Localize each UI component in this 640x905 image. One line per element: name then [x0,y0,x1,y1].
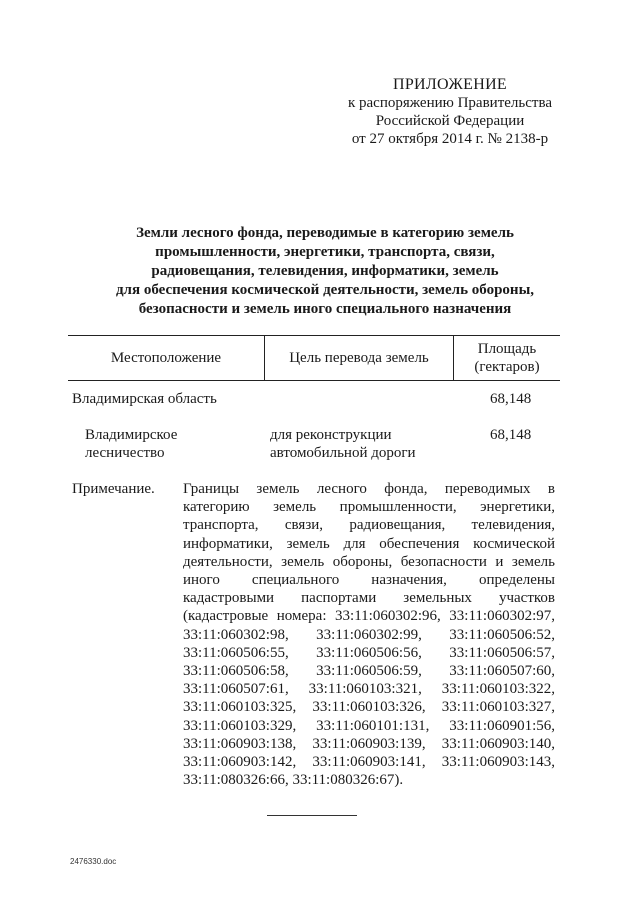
forestry-area: 68,148 [490,427,532,443]
title-line-5: безопасности и земель иного специального назначения [138,301,512,317]
appendix-line-2: Российской Федерации [375,113,525,129]
document-title [60,224,590,319]
forestry-purpose [270,426,460,462]
note-text: Границы земель лесного фонда, переводимых в категорию земель промышленности, энергетики, транспорта, связи, радиовещания, телевидения, информатики, земель для обеспечения космической деятельности, земель обороны, безопасности и земель иного специального назначения, определены кадастровыми паспортами земельных участков (кадастровые номера: 33:11:060302:96, 33:11:060302:97, 33:11:060302:98, 33:11:060302:99, 33:11:060506:52, 33:11:060506:55, 33:11:060506:56, 33:11:060506:57, 33:11:060506:58, 33:11:060506:59, 33:11:060507:60, 33:11:060507:61, 33:11:060103:321, 33:11:060103:322, 33:11:060103:325, 33:11:060103:326, 33:11:060103:327, 33:11:060103:329, 33:11:060101:131, 33:11:060901:56, 33:11:060903:138, 33:11:060903:139, 33:11:060903:140, 33:11:060903:142, 33:11:060903:141, 33:11:060903:143, 33:11:080326:66, 33:11:080326:67). [183,481,555,789]
column-header-area [454,336,560,380]
region-name: Владимирская область [72,391,217,407]
appendix-line-1: к распоряжению Правительства [347,95,552,111]
appendix-line-3: от 27 октября 2014 г. № 2138-р [351,131,549,147]
title-line-4: для обеспечения космической деятельности, земель обороны, [115,282,535,298]
region-area: 68,148 [490,391,532,407]
forestry-name-line-1: Владимирское [85,427,178,443]
appendix-header [300,76,600,148]
closing-divider [267,815,357,816]
forestry-purpose-line-2: автомобильной дороги [270,445,416,461]
area-header-line-2: (гектаров) [474,359,540,375]
table-header [68,335,560,381]
forestry-purpose-line-1: для реконструкции [270,427,392,443]
title-line-3: радиовещания, телевидения, информатики, земель [151,263,499,279]
file-code: 2476330.doc [70,857,117,866]
column-header-location: Местоположение [110,350,222,366]
title-line-2: промышленности, энергетики, транспорта, связи, [155,244,495,260]
appendix-title: ПРИЛОЖЕНИЕ [392,76,507,93]
forestry-name-line-2: лесничество [85,445,165,461]
area-header-line-1: Площадь [477,341,537,357]
column-header-purpose: Цель перевода земель [289,350,429,366]
note-label: Примечание. [72,481,155,497]
forestry-name [85,426,255,462]
title-line-1: Земли лесного фонда, переводимые в категорию земель [136,225,514,241]
